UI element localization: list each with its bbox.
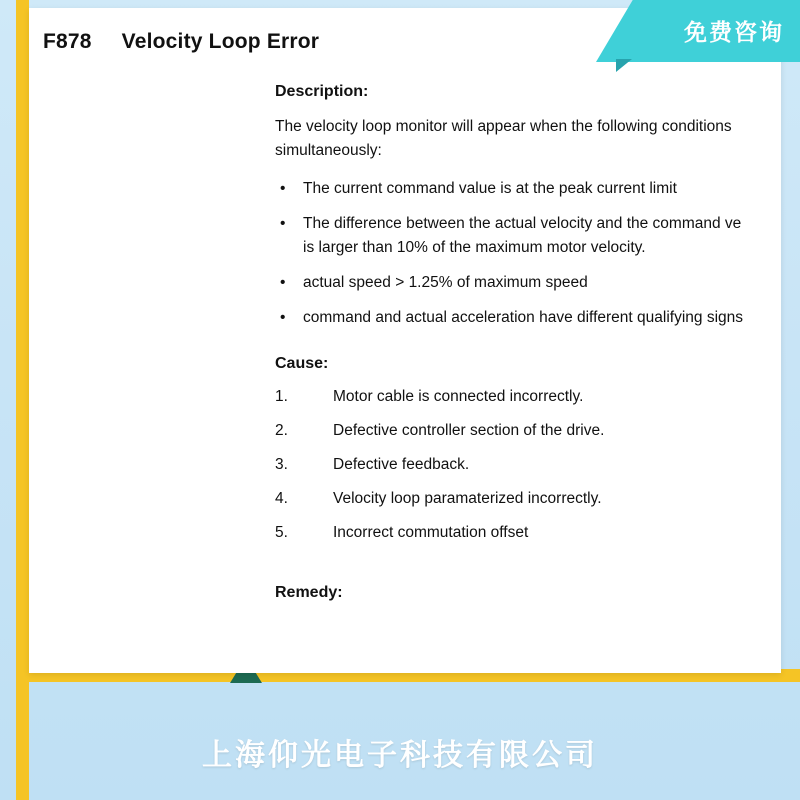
list-item bbox=[275, 385, 800, 409]
description-paragraph bbox=[275, 115, 800, 163]
list-item bbox=[275, 212, 800, 260]
cause-number: 5. bbox=[275, 523, 288, 541]
cause-number: 2. bbox=[275, 421, 288, 439]
list-item bbox=[275, 453, 800, 477]
bullet-icon: • bbox=[280, 308, 286, 326]
cause-text: Defective feedback. bbox=[333, 455, 470, 473]
description-line-2: simultaneously: bbox=[275, 141, 382, 159]
bullet-line-2: is larger than 10% of the maximum motor velocity. bbox=[303, 238, 646, 256]
list-item bbox=[275, 306, 800, 330]
error-title: Velocity Loop Error bbox=[121, 30, 320, 53]
causes-list bbox=[275, 385, 800, 545]
document-sheet bbox=[29, 8, 781, 673]
bullet-icon: • bbox=[280, 214, 286, 232]
description-heading: Description: bbox=[275, 83, 369, 100]
cause-number: 4. bbox=[275, 489, 288, 507]
cause-heading: Cause: bbox=[275, 354, 329, 372]
cause-number: 1. bbox=[275, 387, 288, 405]
list-item bbox=[275, 521, 800, 545]
cause-number: 3. bbox=[275, 455, 288, 473]
list-item bbox=[275, 271, 800, 295]
bullet-line-1: command and actual acceleration have different qualifying signs bbox=[303, 308, 744, 326]
cause-text: Velocity loop paramaterized incorrectly. bbox=[333, 489, 602, 507]
cause-text: Incorrect commutation offset bbox=[333, 523, 529, 541]
bullet-line-1: actual speed > 1.25% of maximum speed bbox=[303, 273, 588, 291]
document-body bbox=[275, 80, 800, 606]
conditions-list bbox=[275, 177, 800, 330]
company-watermark: 上海仰光电子科技有限公司 bbox=[202, 739, 598, 772]
cause-text: Defective controller section of the drive. bbox=[333, 421, 605, 439]
cause-text: Motor cable is connected incorrectly. bbox=[333, 387, 584, 405]
bullet-line-1: The difference between the actual velocity and the command ve bbox=[303, 214, 742, 232]
bullet-line-1: The current command value is at the peak current limit bbox=[303, 179, 677, 197]
error-code: F878 bbox=[43, 30, 92, 53]
list-item bbox=[275, 487, 800, 511]
ribbon-fold-shadow bbox=[616, 59, 632, 72]
bullet-icon: • bbox=[280, 179, 286, 197]
bullet-icon: • bbox=[280, 273, 286, 291]
description-line-1: The velocity loop monitor will appear when the following conditions bbox=[275, 117, 732, 135]
remedy-heading: Remedy: bbox=[275, 583, 343, 601]
consultation-ribbon-label[interactable]: 免费咨询 bbox=[684, 19, 784, 45]
list-item bbox=[275, 177, 800, 201]
list-item bbox=[275, 419, 800, 443]
page-title bbox=[43, 30, 319, 54]
